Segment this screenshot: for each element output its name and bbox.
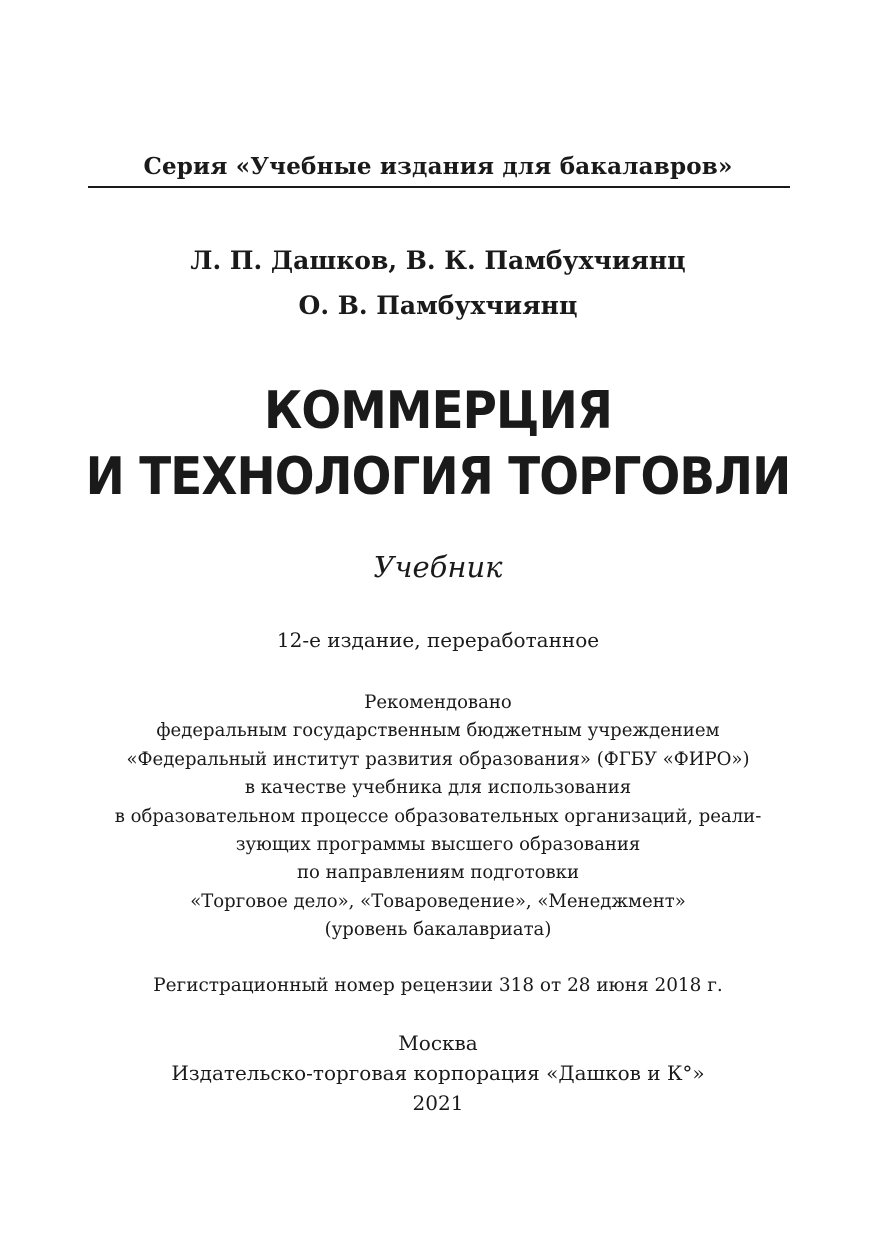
edition-note: 12-е издание, переработанное	[276, 628, 600, 652]
book-title	[44, 378, 832, 510]
book-title-line-1: КОММЕРЦИЯ	[264, 381, 612, 441]
series-name: Серия «Учебные издания для бакалавров»	[143, 153, 733, 180]
recommendation-line: Рекомендовано	[364, 691, 512, 713]
imprint-city: Москва	[398, 1031, 478, 1055]
recommendation-block	[22, 688, 854, 944]
recommendation-line: «Торговое дело», «Товароведение», «Менеджмент»	[190, 889, 686, 912]
book-type: Учебник	[373, 550, 503, 584]
recommendation-line: (уровень бакалавриата)	[324, 918, 552, 941]
recommendation-line: в качестве учебника для использования	[244, 776, 632, 799]
imprint-publisher: Издательско-торговая корпорация «Дашков и К°»	[171, 1061, 705, 1085]
authors-line-1: Л. П. Дашков, В. К. Памбухчиянц	[190, 246, 686, 275]
imprint	[0, 1028, 876, 1118]
authors-line-2: О. В. Памбухчиянц	[298, 291, 578, 320]
recommendation-line: федеральным государственным бюджетным учреждением	[156, 719, 720, 742]
book-title-line-2: И ТЕХНОЛОГИЯ ТОРГОВЛИ	[85, 447, 791, 507]
recommendation-line: «Федеральный институт развития образования» (ФГБУ «ФИРО»)	[126, 747, 750, 770]
recommendation-line: в образовательном процессе образовательных организаций, реали-	[114, 804, 762, 827]
registration-number: Регистрационный номер рецензии 318 от 28 июня 2018 г.	[153, 974, 723, 996]
recommendation-line: зующих программы высшего образования	[235, 832, 641, 855]
authors	[0, 238, 876, 328]
series-divider	[88, 186, 790, 188]
recommendation-line: по направлениям подготовки	[297, 861, 579, 884]
imprint-year: 2021	[412, 1091, 464, 1115]
